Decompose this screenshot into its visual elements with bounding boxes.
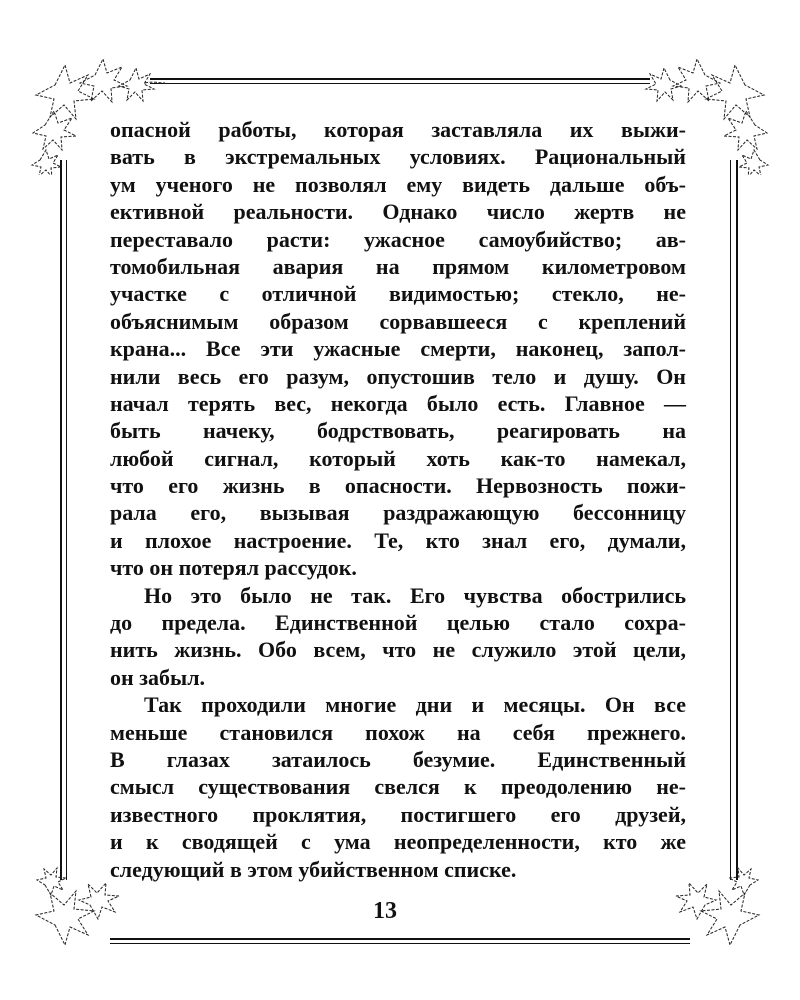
text-line: нили весь его разум, опустошив тело и душу. Он bbox=[110, 363, 686, 389]
text-line: опасной работы, которая заставляла их выжи- bbox=[110, 117, 686, 142]
page-number: 13 bbox=[373, 898, 397, 924]
text-line: переставало расти: ужасное самоубийство; ав- bbox=[110, 226, 686, 252]
text-line: ум ученого не позволял ему видеть дальше объ- bbox=[110, 171, 686, 197]
text-line: меньше становился похож на себя прежнего. bbox=[110, 719, 686, 745]
text-line: любой сигнал, который хоть как-то намекал, bbox=[110, 445, 686, 471]
left-border bbox=[60, 160, 62, 880]
text-line: Но это было не так. Его чувства обострились bbox=[144, 582, 686, 608]
text-line: томобильная авария на прямом километровом bbox=[110, 253, 686, 279]
text-line: рала его, вызывая раздражающую бессонницу bbox=[110, 500, 686, 526]
text-line: ективной реальности. Однако число жертв не bbox=[110, 199, 686, 225]
text-line: смысл существования свелся к преодолению не- bbox=[110, 774, 686, 800]
right-border-inner bbox=[730, 160, 731, 880]
bottom-border-inner bbox=[110, 943, 690, 944]
text-line: до предела. Единственной целью стало сохра- bbox=[110, 610, 686, 636]
top-border bbox=[150, 78, 650, 80]
text-line: Так проходили многие дни и месяцы. Он все bbox=[144, 692, 686, 718]
text-line: известного проклятия, постигшего его друзей, bbox=[110, 801, 686, 827]
text-line: и к сводящей с ума неопределенности, кто же bbox=[110, 829, 686, 855]
top-border-inner bbox=[150, 83, 650, 84]
text-line: участке с отличной видимостью; стекло, не- bbox=[110, 281, 686, 307]
text-line: что его жизнь в опасности. Нервозность пожи- bbox=[110, 473, 686, 499]
left-border-inner bbox=[66, 160, 67, 880]
text-line: что он потерял рассудок. bbox=[110, 555, 357, 581]
text-line: нить жизнь. Обо всем, что не служило этой цели, bbox=[110, 637, 686, 663]
right-border bbox=[736, 160, 738, 880]
text-line: быть начеку, бодрствовать, реагировать на bbox=[110, 418, 686, 444]
body-text bbox=[110, 116, 686, 883]
text-line: вать в экстремальных условиях. Рациональный bbox=[110, 144, 686, 170]
text-line: начал терять вес, некогда было есть. Главное — bbox=[110, 390, 686, 416]
text-line: объяснимым образом сорвавшееся с креплений bbox=[110, 308, 686, 334]
text-line: В глазах затаилось безумие. Единственный bbox=[110, 746, 686, 772]
text-line: крана... Все эти ужасные смерти, наконец, запол- bbox=[110, 336, 686, 362]
text-line: и плохое настроение. Те, кто знал его, думали, bbox=[110, 527, 686, 553]
bottom-border bbox=[110, 938, 690, 940]
text-line: он забыл. bbox=[110, 664, 206, 690]
text-line: следующий в этом убийственном списке. bbox=[110, 856, 517, 882]
